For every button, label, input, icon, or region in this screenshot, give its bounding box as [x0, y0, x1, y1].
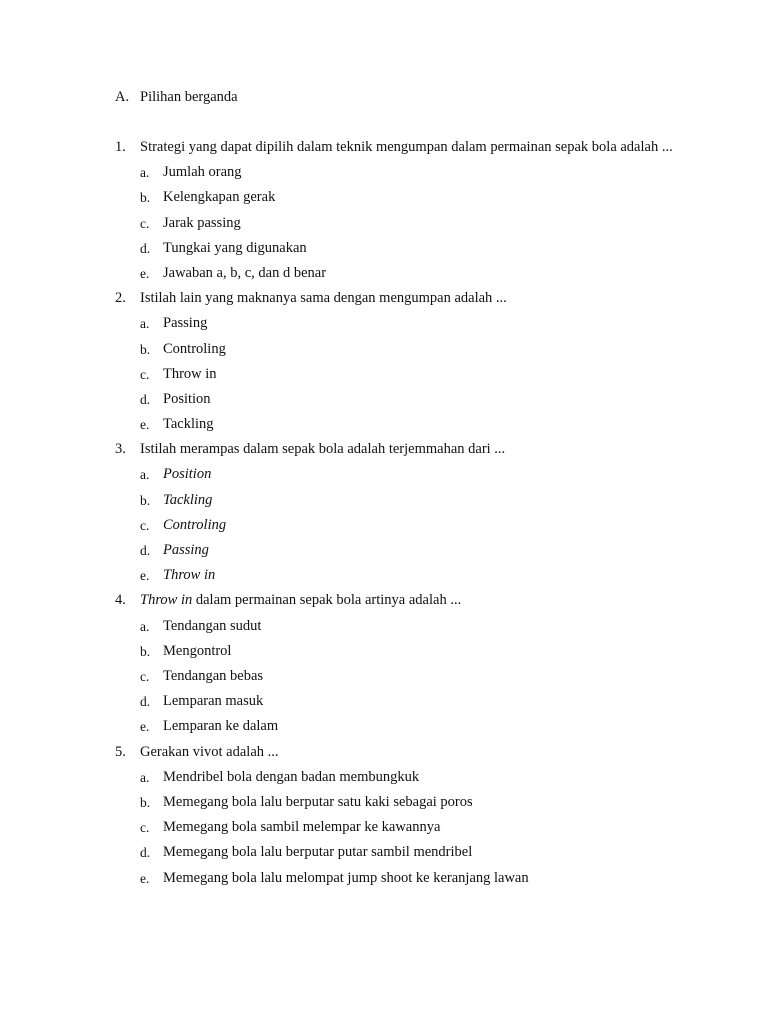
- option-a: [115, 311, 675, 336]
- question-number: 2.: [115, 290, 126, 307]
- question-text-italic: Throw in: [140, 592, 193, 609]
- option-text: Jarak passing: [163, 214, 241, 231]
- option-letter: b.: [140, 492, 151, 508]
- option-d: [115, 387, 675, 412]
- option-text: Lemparan masuk: [163, 693, 264, 710]
- option-letter: c.: [140, 215, 150, 231]
- option-text: Jawaban a, b, c, dan d benar: [163, 264, 327, 281]
- option-d: [115, 538, 675, 563]
- question-text-rest: dalam permainan sepak bola artinya adalah ...: [192, 592, 462, 609]
- option-text: Tackling: [163, 416, 214, 433]
- question-4: [115, 588, 675, 739]
- option-letter: e.: [140, 417, 150, 433]
- option-text: Passing: [163, 315, 208, 332]
- option-a: [115, 462, 675, 487]
- option-c: [115, 664, 675, 689]
- question-text: [140, 588, 675, 613]
- option-letter: b.: [140, 341, 151, 357]
- question-5: [115, 740, 675, 891]
- question-number: 4.: [115, 592, 126, 609]
- option-letter: c.: [140, 366, 150, 382]
- option-text: Memegang bola lalu melompat jump shoot ke keranjang lawan: [163, 869, 529, 886]
- question-list: [115, 135, 675, 891]
- option-text: Mengontrol: [163, 642, 232, 659]
- question-stem: [115, 135, 675, 160]
- option-letter: e.: [140, 265, 150, 281]
- question-2: [115, 286, 675, 437]
- option-letter: a.: [140, 467, 150, 483]
- option-e: [115, 563, 675, 588]
- option-text: Tungkai yang digunakan: [163, 239, 307, 256]
- option-letter: e.: [140, 719, 150, 735]
- option-list: [115, 765, 675, 891]
- option-e: [115, 866, 675, 891]
- option-a: [115, 614, 675, 639]
- option-letter: d.: [140, 694, 151, 710]
- option-letter: a.: [140, 316, 150, 332]
- option-letter: d.: [140, 845, 151, 861]
- option-b: [115, 185, 675, 210]
- option-text: Position: [163, 390, 211, 407]
- option-text: Lemparan ke dalam: [163, 718, 279, 735]
- option-text: Tendangan bebas: [163, 668, 264, 684]
- option-e: [115, 714, 675, 739]
- option-text: Memegang bola sambil melempar ke kawannya: [163, 819, 441, 836]
- question-text: Strategi yang dapat dipilih dalam teknik mengumpan dalam permainan sepak bola adalah ...: [140, 139, 673, 155]
- option-c: [115, 362, 675, 387]
- question-number: 5.: [115, 743, 126, 760]
- option-c: [115, 513, 675, 538]
- option-letter: e.: [140, 568, 150, 584]
- question-1: [115, 135, 675, 286]
- option-text: Memegang bola lalu berputar putar sambil mendribel: [163, 844, 473, 861]
- section-title: Pilihan berganda: [140, 89, 238, 105]
- option-b: [115, 639, 675, 664]
- question-stem: [115, 286, 675, 311]
- question-text: Gerakan vivot adalah ...: [140, 743, 279, 760]
- option-list: [115, 462, 675, 588]
- option-text: Throw in: [163, 365, 217, 382]
- question-stem: [115, 588, 675, 613]
- option-text: Mendribel bola dengan badan membungkuk: [163, 768, 420, 785]
- question-number: 1.: [115, 139, 126, 155]
- option-letter: e.: [140, 870, 150, 886]
- option-letter: d.: [140, 240, 151, 256]
- option-a: [115, 160, 675, 185]
- option-text: Tendangan sudut: [163, 617, 262, 634]
- option-letter: d.: [140, 391, 151, 407]
- option-text: Jumlah orang: [163, 164, 242, 181]
- question-text: Istilah merampas dalam sepak bola adalah terjemmahan dari ...: [140, 441, 506, 458]
- question-3: [115, 437, 675, 588]
- option-a: [115, 765, 675, 790]
- option-letter: a.: [140, 165, 150, 181]
- option-letter: b.: [140, 190, 151, 206]
- option-text: Throw in: [163, 567, 216, 584]
- option-letter: b.: [140, 643, 151, 659]
- option-letter: b.: [140, 794, 151, 810]
- question-stem: [115, 740, 675, 765]
- option-e: [115, 261, 675, 286]
- option-letter: a.: [140, 618, 150, 634]
- section-heading: [115, 87, 238, 107]
- option-d: [115, 689, 675, 714]
- option-letter: c.: [140, 820, 150, 836]
- section-marker: A.: [115, 89, 130, 105]
- option-b: [115, 337, 675, 362]
- option-c: [115, 815, 675, 840]
- question-number: 3.: [115, 441, 126, 458]
- option-text: Memegang bola lalu berputar satu kaki sebagai poros: [163, 793, 473, 810]
- option-b: [115, 790, 675, 815]
- option-text: Controling: [163, 340, 226, 357]
- question-stem: [115, 437, 675, 462]
- option-list: [115, 160, 675, 286]
- option-text: Passing: [163, 542, 209, 559]
- option-d: [115, 840, 675, 865]
- option-text: Position: [163, 466, 212, 483]
- option-b: [115, 488, 675, 513]
- question-text: Istilah lain yang maknanya sama dengan mengumpan adalah ...: [140, 290, 507, 307]
- option-letter: c.: [140, 669, 150, 684]
- option-c: [115, 211, 675, 236]
- option-list: [115, 614, 675, 740]
- option-text: Controling: [163, 516, 227, 533]
- option-e: [115, 412, 675, 437]
- option-letter: d.: [140, 543, 151, 559]
- option-d: [115, 236, 675, 261]
- option-letter: c.: [140, 517, 150, 533]
- option-text: Tackling: [163, 491, 213, 508]
- option-text: Kelengkapan gerak: [163, 189, 276, 206]
- option-letter: a.: [140, 769, 150, 785]
- option-list: [115, 311, 675, 437]
